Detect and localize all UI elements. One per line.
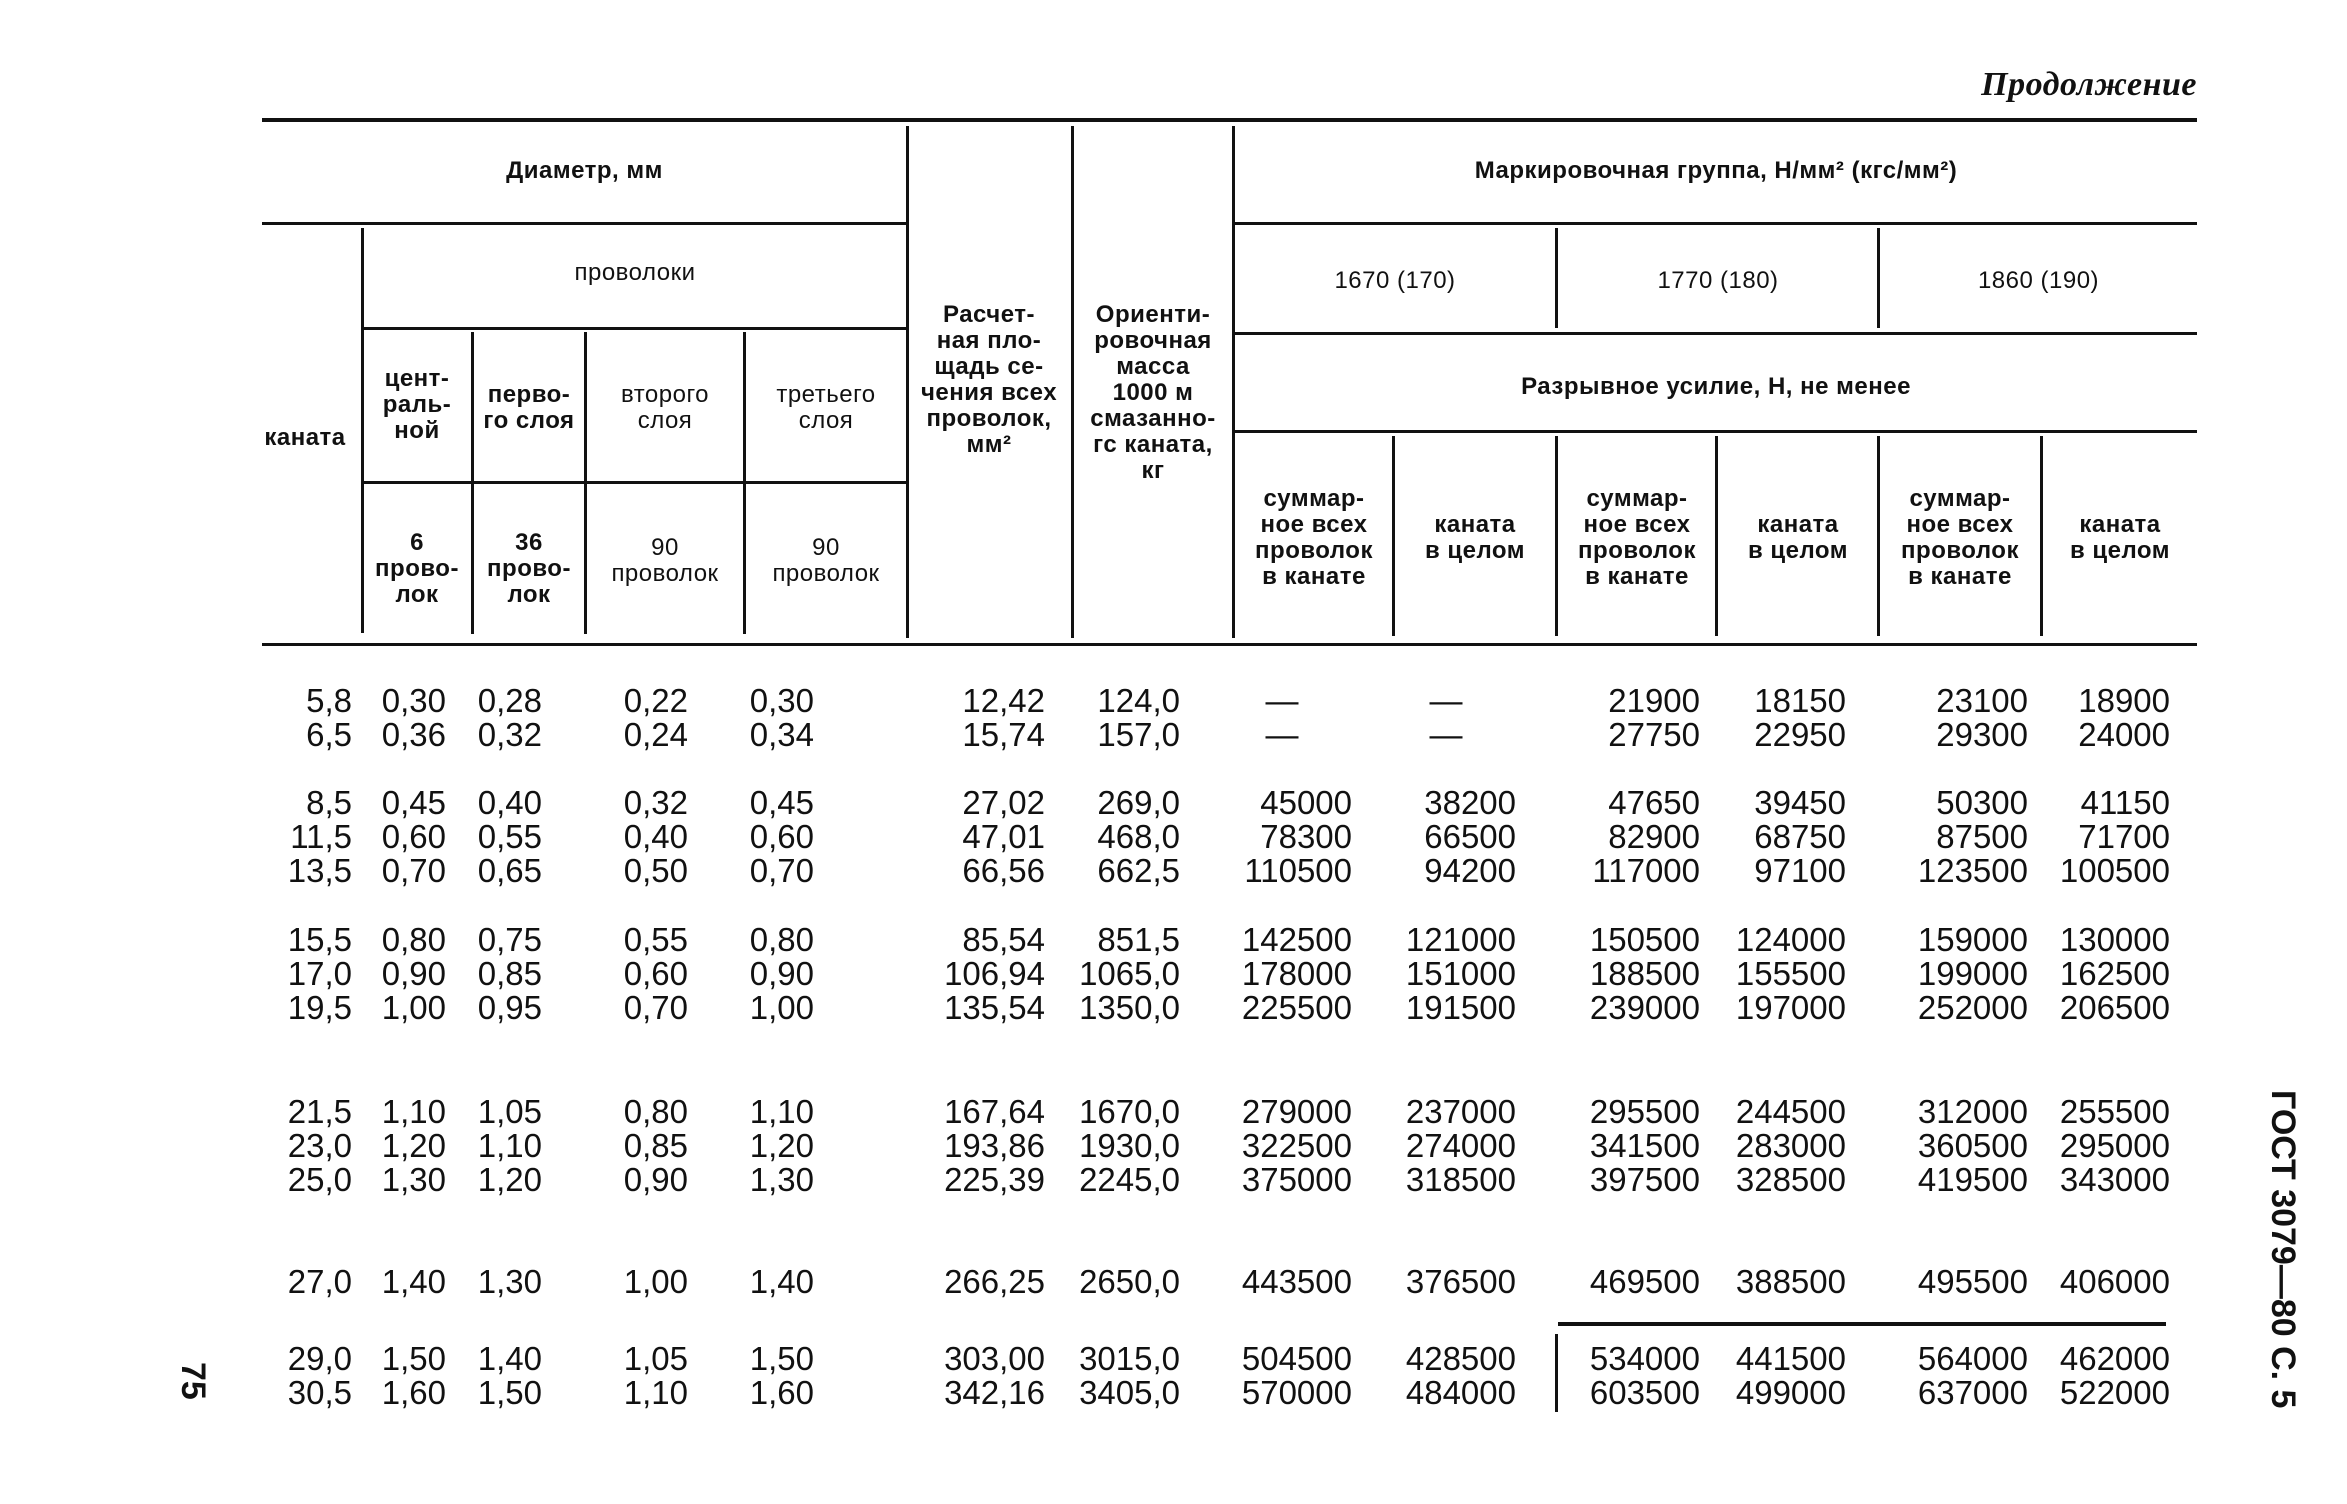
cell-third-layer: 0,30 bbox=[749, 682, 814, 719]
cell-rope-1770: 441500 bbox=[1735, 1340, 1846, 1377]
vrule-4 bbox=[743, 332, 746, 634]
cell-mass: 2650,0 bbox=[1079, 1263, 1180, 1300]
cell-sum-1860: 637000 bbox=[1917, 1374, 2028, 1411]
cell-second-layer: 0,60 bbox=[623, 955, 688, 992]
header-sum-1670: суммар- ное всех проволок в канате bbox=[1255, 485, 1373, 590]
cell-rope-1670: 66500 bbox=[1424, 818, 1516, 855]
cell-rope-1770: 18150 bbox=[1754, 682, 1846, 719]
rule-wires-count bbox=[363, 481, 907, 484]
header-rope-1770: каната в целом bbox=[1747, 511, 1849, 564]
rule-diameter bbox=[262, 222, 907, 225]
cell-central-wire: 0,60 bbox=[381, 818, 446, 855]
cell-central-wire: 1,00 bbox=[381, 989, 446, 1026]
cell-first-layer: 1,40 bbox=[477, 1340, 542, 1377]
header-first-count: 36 прово- лок bbox=[487, 529, 571, 608]
cell-area: 47,01 bbox=[962, 818, 1045, 855]
cell-sum-1770: 603500 bbox=[1589, 1374, 1700, 1411]
cell-sum-1860: 199000 bbox=[1917, 955, 2028, 992]
cell-second-layer: 0,24 bbox=[623, 716, 688, 753]
cell-rope-diameter: 25,0 bbox=[287, 1161, 352, 1198]
cell-central-wire: 1,60 bbox=[381, 1374, 446, 1411]
cell-third-layer: 1,60 bbox=[749, 1374, 814, 1411]
cell-central-wire: 1,20 bbox=[381, 1127, 446, 1164]
cell-sum-1860: 312000 bbox=[1917, 1093, 2028, 1130]
header-first-layer: перво- го слоя bbox=[483, 381, 575, 434]
cell-rope-diameter: 13,5 bbox=[287, 852, 352, 889]
cell-first-layer: 1,50 bbox=[477, 1374, 542, 1411]
header-rope-1860: каната в целом bbox=[2069, 511, 2171, 564]
cell-rope-1670: 237000 bbox=[1405, 1093, 1516, 1130]
header-central: цент- раль- ной bbox=[382, 365, 452, 444]
cell-third-layer: 1,20 bbox=[749, 1127, 814, 1164]
cell-sum-1770: 47650 bbox=[1608, 784, 1700, 821]
cell-second-layer: 0,32 bbox=[623, 784, 688, 821]
cell-rope-1860: 343000 bbox=[2059, 1161, 2170, 1198]
cell-rope-diameter: 11,5 bbox=[290, 818, 352, 855]
cell-third-layer: 0,70 bbox=[749, 852, 814, 889]
cell-rope-1860: 522000 bbox=[2059, 1374, 2170, 1411]
header-second-layer: второго слоя bbox=[620, 381, 710, 434]
cell-second-layer: 1,10 bbox=[623, 1374, 688, 1411]
cell-sum-1670: 443500 bbox=[1241, 1263, 1352, 1300]
cell-rope-diameter: 29,0 bbox=[287, 1340, 352, 1377]
cell-third-layer: 1,10 bbox=[749, 1093, 814, 1130]
cell-mass: 662,5 bbox=[1097, 852, 1180, 889]
cell-rope-diameter: 17,0 bbox=[287, 955, 352, 992]
cell-rope-1860: 206500 bbox=[2059, 989, 2170, 1026]
cell-sum-1770: 188500 bbox=[1589, 955, 1700, 992]
cell-central-wire: 0,36 bbox=[381, 716, 446, 753]
cell-rope-1860: 100500 bbox=[2059, 852, 2170, 889]
cell-third-layer: 0,80 bbox=[749, 921, 814, 958]
cell-sum-1670: 178000 bbox=[1241, 955, 1352, 992]
cell-rope-1860: 130000 bbox=[2059, 921, 2170, 958]
cell-rope-1860: 462000 bbox=[2059, 1340, 2170, 1377]
cell-sum-1770: 469500 bbox=[1589, 1263, 1700, 1300]
cell-rope-1670: — bbox=[1429, 716, 1463, 753]
cell-second-layer: 0,40 bbox=[623, 818, 688, 855]
cell-sum-1670: 45000 bbox=[1260, 784, 1352, 821]
cell-sum-1770: 295500 bbox=[1589, 1093, 1700, 1130]
cell-sum-1670: 504500 bbox=[1241, 1340, 1352, 1377]
cell-rope-1670: 121000 bbox=[1405, 921, 1516, 958]
cell-sum-1770: 534000 bbox=[1589, 1340, 1700, 1377]
cell-rope-1860: 406000 bbox=[2059, 1263, 2170, 1300]
rule-groups bbox=[1235, 332, 2197, 335]
cell-area: 167,64 bbox=[944, 1093, 1045, 1130]
continuation-label: Продолжение bbox=[1981, 66, 2197, 103]
cell-area: 225,39 bbox=[944, 1161, 1045, 1198]
cell-sum-1770: 117000 bbox=[1592, 852, 1700, 889]
rule-force bbox=[1235, 430, 2197, 433]
cell-central-wire: 0,45 bbox=[381, 784, 446, 821]
cell-second-layer: 1,00 bbox=[623, 1263, 688, 1300]
cell-sum-1670: 570000 bbox=[1241, 1374, 1352, 1411]
cell-central-wire: 1,30 bbox=[381, 1161, 446, 1198]
cell-sum-1860: 29300 bbox=[1936, 716, 2028, 753]
cell-second-layer: 0,55 bbox=[623, 921, 688, 958]
cell-rope-1770: 283000 bbox=[1735, 1127, 1846, 1164]
cell-rope-1770: 97100 bbox=[1754, 852, 1846, 889]
cell-first-layer: 0,75 bbox=[477, 921, 542, 958]
cell-sum-1770: 239000 bbox=[1589, 989, 1700, 1026]
header-group-1860: 1860 (190) bbox=[1977, 267, 2100, 294]
cell-rope-1670: 484000 bbox=[1405, 1374, 1516, 1411]
cell-third-layer: 1,50 bbox=[749, 1340, 814, 1377]
cell-second-layer: 1,05 bbox=[623, 1340, 688, 1377]
cell-sum-1860: 419500 bbox=[1917, 1161, 2028, 1198]
cell-rope-1670: — bbox=[1429, 682, 1463, 719]
cell-sum-1670: 78300 bbox=[1260, 818, 1352, 855]
rule-lower-right bbox=[1558, 1322, 2166, 1326]
header-breaking-force: Разрывное усилие, Н, не менее bbox=[1521, 373, 1911, 400]
header-rope: каната bbox=[264, 424, 346, 451]
cell-sum-1670: — bbox=[1265, 682, 1299, 719]
cell-rope-diameter: 30,5 bbox=[287, 1374, 352, 1411]
cell-rope-1670: 94200 bbox=[1424, 852, 1516, 889]
cell-mass: 1350,0 bbox=[1079, 989, 1180, 1026]
header-marking-group: Маркировочная группа, Н/мм² (кгс/мм²) bbox=[1474, 157, 1958, 184]
header-bottom-rule bbox=[262, 643, 2197, 646]
cell-rope-1860: 71700 bbox=[2078, 818, 2170, 855]
cell-mass: 3405,0 bbox=[1079, 1374, 1180, 1411]
cell-area: 106,94 bbox=[944, 955, 1045, 992]
cell-central-wire: 0,30 bbox=[381, 682, 446, 719]
cell-mass: 851,5 bbox=[1097, 921, 1180, 958]
header-second-count: 90 проволок bbox=[611, 534, 719, 587]
header-sum-1770: суммар- ное всех проволок в канате bbox=[1578, 485, 1696, 590]
cell-area: 27,02 bbox=[962, 784, 1045, 821]
cell-sum-1670: 322500 bbox=[1241, 1127, 1352, 1164]
cell-area: 66,56 bbox=[962, 852, 1045, 889]
cell-rope-diameter: 21,5 bbox=[287, 1093, 352, 1130]
cell-rope-1770: 68750 bbox=[1754, 818, 1846, 855]
header-third-count: 90 проволок bbox=[772, 534, 880, 587]
cell-sum-1670: 110500 bbox=[1244, 852, 1352, 889]
cell-rope-1770: 328500 bbox=[1735, 1161, 1846, 1198]
cell-sum-1860: 23100 bbox=[1936, 682, 2028, 719]
cell-rope-1860: 41150 bbox=[2080, 784, 2170, 821]
cell-sum-1670: 375000 bbox=[1241, 1161, 1352, 1198]
header-third-layer: третьего слоя bbox=[776, 381, 876, 434]
cell-rope-1670: 191500 bbox=[1405, 989, 1516, 1026]
cell-rope-1770: 39450 bbox=[1754, 784, 1846, 821]
cell-sum-1770: 27750 bbox=[1608, 716, 1700, 753]
cell-rope-1770: 22950 bbox=[1754, 716, 1846, 753]
cell-area: 266,25 bbox=[944, 1263, 1045, 1300]
rule-marking bbox=[1235, 222, 2197, 225]
cell-first-layer: 0,85 bbox=[477, 955, 542, 992]
cell-first-layer: 1,20 bbox=[477, 1161, 542, 1198]
header-diameter: Диаметр, мм bbox=[506, 157, 663, 184]
header-group-1770: 1770 (180) bbox=[1657, 267, 1779, 294]
cell-rope-diameter: 6,5 bbox=[306, 716, 352, 753]
cell-area: 342,16 bbox=[944, 1374, 1045, 1411]
cell-area: 85,54 bbox=[962, 921, 1045, 958]
cell-rope-1860: 295000 bbox=[2059, 1127, 2170, 1164]
cell-sum-1770: 21900 bbox=[1608, 682, 1700, 719]
cell-second-layer: 0,90 bbox=[623, 1161, 688, 1198]
cell-sum-1860: 123500 bbox=[1917, 852, 2028, 889]
cell-central-wire: 1,40 bbox=[381, 1263, 446, 1300]
cell-first-layer: 1,30 bbox=[477, 1263, 542, 1300]
cell-rope-diameter: 5,8 bbox=[306, 682, 352, 719]
cell-rope-1770: 197000 bbox=[1735, 989, 1846, 1026]
cell-sum-1670: 279000 bbox=[1241, 1093, 1352, 1130]
cell-sum-1770: 82900 bbox=[1608, 818, 1700, 855]
cell-rope-1770: 244500 bbox=[1735, 1093, 1846, 1130]
cell-first-layer: 1,05 bbox=[477, 1093, 542, 1130]
cell-second-layer: 0,80 bbox=[623, 1093, 688, 1130]
header-central-count: 6 прово- лок bbox=[375, 529, 459, 608]
cell-sum-1670: 142500 bbox=[1241, 921, 1352, 958]
cell-mass: 1670,0 bbox=[1079, 1093, 1180, 1130]
cell-mass: 2245,0 bbox=[1079, 1161, 1180, 1198]
cell-rope-1860: 162500 bbox=[2059, 955, 2170, 992]
cell-sum-1860: 159000 bbox=[1917, 921, 2028, 958]
cell-rope-1670: 428500 bbox=[1405, 1340, 1516, 1377]
cell-rope-1860: 18900 bbox=[2078, 682, 2170, 719]
cell-area: 193,86 bbox=[944, 1127, 1045, 1164]
cell-rope-diameter: 19,5 bbox=[287, 989, 352, 1026]
cell-central-wire: 1,10 bbox=[381, 1093, 446, 1130]
header-sum-1860: суммар- ное всех проволок в канате bbox=[1901, 485, 2019, 590]
cell-third-layer: 1,00 bbox=[749, 989, 814, 1026]
cell-sum-1770: 341500 bbox=[1589, 1127, 1700, 1164]
cell-rope-1670: 274000 bbox=[1405, 1127, 1516, 1164]
cell-rope-1670: 318500 bbox=[1405, 1161, 1516, 1198]
cell-mass: 1930,0 bbox=[1079, 1127, 1180, 1164]
cell-sum-1770: 397500 bbox=[1589, 1161, 1700, 1198]
cell-first-layer: 0,32 bbox=[477, 716, 542, 753]
standard-reference: ГОСТ 3079—80 С. 5 bbox=[2264, 1090, 2302, 1409]
cell-rope-1770: 155500 bbox=[1735, 955, 1846, 992]
cell-rope-1770: 388500 bbox=[1735, 1263, 1846, 1300]
cell-second-layer: 0,70 bbox=[623, 989, 688, 1026]
header-group-1670: 1670 (170) bbox=[1334, 267, 1456, 294]
cell-sum-1670: 225500 bbox=[1241, 989, 1352, 1026]
cell-third-layer: 0,60 bbox=[749, 818, 814, 855]
cell-sum-1860: 87500 bbox=[1936, 818, 2028, 855]
cell-first-layer: 0,95 bbox=[477, 989, 542, 1026]
cell-first-layer: 0,40 bbox=[477, 784, 542, 821]
cell-mass: 157,0 bbox=[1097, 716, 1180, 753]
cell-rope-1770: 124000 bbox=[1735, 921, 1846, 958]
cell-rope-1770: 499000 bbox=[1735, 1374, 1846, 1411]
cell-second-layer: 0,22 bbox=[623, 682, 688, 719]
cell-rope-diameter: 8,5 bbox=[306, 784, 352, 821]
cell-rope-1670: 376500 bbox=[1405, 1263, 1516, 1300]
cell-central-wire: 0,70 bbox=[381, 852, 446, 889]
cell-rope-1860: 255500 bbox=[2059, 1093, 2170, 1130]
cell-sum-1860: 495500 bbox=[1917, 1263, 2028, 1300]
cell-third-layer: 0,34 bbox=[749, 716, 814, 753]
cell-third-layer: 1,30 bbox=[749, 1161, 814, 1198]
header-wires: проволоки bbox=[574, 259, 696, 286]
cell-first-layer: 0,55 bbox=[477, 818, 542, 855]
page-number: 75 bbox=[174, 1362, 212, 1400]
cell-first-layer: 0,28 bbox=[477, 682, 542, 719]
cell-mass: 269,0 bbox=[1097, 784, 1180, 821]
cell-first-layer: 0,65 bbox=[477, 852, 542, 889]
cell-mass: 3015,0 bbox=[1079, 1340, 1180, 1377]
cell-sum-1860: 564000 bbox=[1917, 1340, 2028, 1377]
top-rule bbox=[262, 118, 2197, 122]
rule-wires bbox=[363, 327, 907, 330]
cell-area: 15,74 bbox=[962, 716, 1045, 753]
cell-third-layer: 1,40 bbox=[749, 1263, 814, 1300]
cell-central-wire: 1,50 bbox=[381, 1340, 446, 1377]
cell-area: 12,42 bbox=[962, 682, 1045, 719]
cell-rope-diameter: 15,5 bbox=[287, 921, 352, 958]
cell-second-layer: 0,85 bbox=[623, 1127, 688, 1164]
cell-rope-1860: 24000 bbox=[2078, 716, 2170, 753]
cell-mass: 1065,0 bbox=[1079, 955, 1180, 992]
header-mass: Ориенти- ровочная масса 1000 м смазанно- гс каната, кг bbox=[1090, 301, 1216, 484]
cell-mass: 124,0 bbox=[1097, 682, 1180, 719]
cell-rope-diameter: 27,0 bbox=[287, 1263, 352, 1300]
cell-third-layer: 0,45 bbox=[749, 784, 814, 821]
cell-central-wire: 0,90 bbox=[381, 955, 446, 992]
cell-rope-1670: 151000 bbox=[1405, 955, 1516, 992]
cell-sum-1860: 50300 bbox=[1936, 784, 2028, 821]
cell-third-layer: 0,90 bbox=[749, 955, 814, 992]
cell-area: 135,54 bbox=[944, 989, 1045, 1026]
cell-second-layer: 0,50 bbox=[623, 852, 688, 889]
cell-mass: 468,0 bbox=[1097, 818, 1180, 855]
cell-rope-1670: 38200 bbox=[1424, 784, 1516, 821]
header-area: Расчет- ная пло- щадь се- чения всех проволок, мм² bbox=[920, 301, 1058, 458]
cell-first-layer: 1,10 bbox=[477, 1127, 542, 1164]
header-rope-1670: каната в целом bbox=[1424, 511, 1526, 564]
cell-sum-1860: 252000 bbox=[1917, 989, 2028, 1026]
cell-sum-1670: — bbox=[1265, 716, 1299, 753]
cell-central-wire: 0,80 bbox=[381, 921, 446, 958]
cell-rope-diameter: 23,0 bbox=[287, 1127, 352, 1164]
cell-area: 303,00 bbox=[944, 1340, 1045, 1377]
cell-sum-1770: 150500 bbox=[1589, 921, 1700, 958]
cell-sum-1860: 360500 bbox=[1917, 1127, 2028, 1164]
